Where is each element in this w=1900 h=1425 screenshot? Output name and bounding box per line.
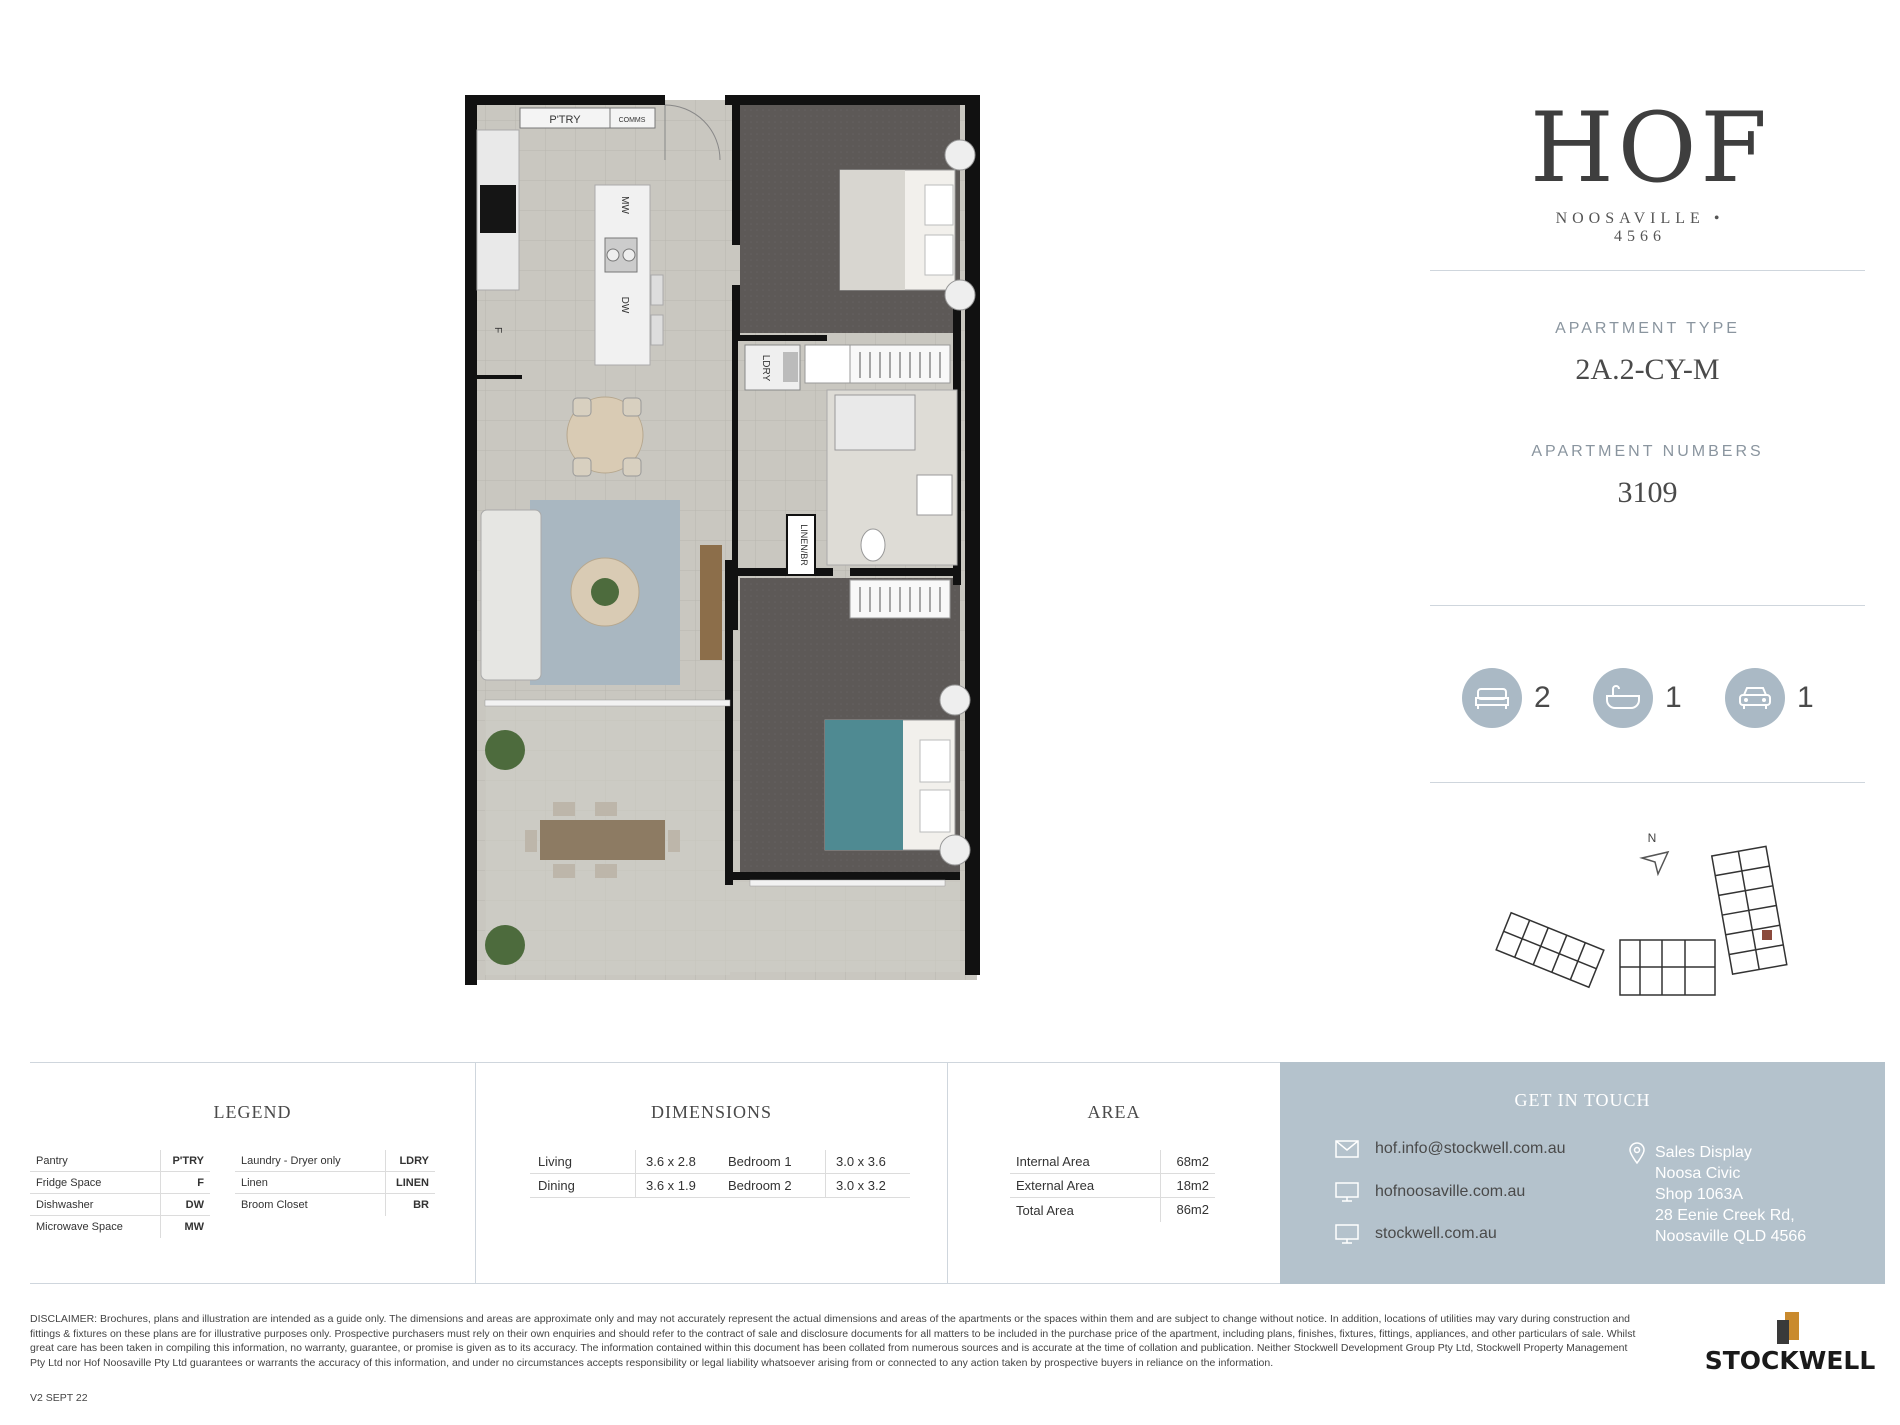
divider (1430, 782, 1865, 783)
legend-code: BR (385, 1194, 435, 1216)
area-table (1010, 1150, 1215, 1222)
dimensions-title: DIMENSIONS (650, 1102, 772, 1122)
website-link[interactable] (1335, 1182, 1525, 1202)
area-name: External Area (1016, 1178, 1095, 1193)
divider (1430, 270, 1865, 271)
area-value: 86m2 (1160, 1198, 1215, 1222)
legend-row (235, 1150, 435, 1172)
pantry-label: P'TRY (549, 114, 581, 126)
legend-name: Dishwasher (36, 1198, 94, 1211)
dimensions-left-table (530, 1150, 720, 1198)
legend-row (30, 1172, 210, 1194)
column-divider (947, 1062, 948, 1284)
stockwell-wordmark: STOCKWELL (1704, 1346, 1876, 1375)
laundry-label: LDRY (760, 354, 771, 382)
monitor-icon (1335, 1182, 1363, 1202)
legend-name: Laundry - Dryer only (241, 1154, 341, 1167)
bathrooms-count: 1 (1665, 681, 1682, 714)
bedrooms-count: 2 (1534, 681, 1551, 714)
legend-row (30, 1150, 210, 1172)
stockwell-website-text: stockwell.com.au (1375, 1225, 1497, 1242)
legend-name: Pantry (36, 1154, 68, 1167)
legend-row (30, 1216, 210, 1238)
email-link[interactable] (1335, 1140, 1566, 1158)
bedrooms-feature (1462, 668, 1551, 728)
disclaimer-text: DISCLAIMER: Brochures, plans and illustration are intended as a guide only. The dimensions and areas are approximate only and may not accurately represent the actual dimensions and areas of the apartments or the spaces within them and are subject to change without notice. In addition, locations of utilities may vary during construction and fittings & fixtures on these plans are for illustrative purposes only. Prospective purchasers must rely on their own enquiries and should refer to the contract of sale and disclosure documents for all matters to be included in the purchase price of the apartment, including plans, finishes, fixtures, fittings, appliances, and other particulars of sale. Whilst great care has been taken in compiling this information, no warranty, guarantee, or promise is given as to its accuracy. The information contained within this document has been collated from numerous sources and is accurate at the time of collation and publication. Neither Stockwell Development Group Pty Ltd, Stockwell Property Management Pty Ltd nor Hof Noosaville Pty Ltd guarantees or warrants the accuracy of this information, and under no circumstances accepts responsibility or legal liability whatsoever arising from or connected to any action taken by prospective buyers in reliance on the information. (30, 1313, 1636, 1369)
column-divider (475, 1062, 476, 1284)
divider (1430, 605, 1865, 606)
bathrooms-feature (1593, 668, 1682, 728)
legend-code: F (160, 1172, 210, 1194)
north-arrow-icon (1642, 852, 1668, 874)
bed-icon (1462, 668, 1522, 728)
monitor-icon (1335, 1224, 1363, 1244)
location-pin-icon (1628, 1142, 1646, 1169)
tv-unit (700, 545, 722, 660)
room-name: Dining (538, 1178, 575, 1193)
contact-title: GET IN TOUCH (1514, 1090, 1651, 1110)
mw-label: MW (619, 196, 630, 214)
legend-code: P'TRY (160, 1150, 210, 1172)
room-size: 3.6 x 2.8 (635, 1150, 720, 1174)
apartment-marker (1762, 930, 1772, 940)
legend-name: Broom Closet (241, 1199, 308, 1211)
area-value: 68m2 (1160, 1150, 1215, 1174)
room-size: 3.6 x 1.9 (635, 1174, 720, 1198)
dimension-row (720, 1150, 910, 1174)
fridge-label: F (492, 326, 503, 334)
floor-plan (455, 90, 990, 985)
room-size: 3.0 x 3.2 (825, 1174, 910, 1198)
sofa (481, 510, 541, 680)
address-line: 28 Eenie Creek Rd, (1655, 1207, 1795, 1224)
legend-code: LINEN (385, 1172, 435, 1194)
car-icon (1725, 668, 1785, 728)
apartment-type-value: 2A.2-CY-M (1575, 353, 1720, 386)
north-label: N (1647, 831, 1657, 845)
mail-icon (1335, 1140, 1363, 1158)
bath-icon (1593, 668, 1653, 728)
room-name: Bedroom 2 (728, 1178, 792, 1193)
dimension-row (720, 1174, 910, 1198)
apartment-numbers-value: 3109 (1617, 476, 1678, 509)
website-text: hofnoosaville.com.au (1375, 1183, 1526, 1200)
address-line: Noosaville QLD 4566 (1655, 1228, 1807, 1245)
legend-row (235, 1172, 435, 1194)
legend-name: Linen (241, 1176, 268, 1189)
legend-row (235, 1194, 435, 1216)
comms-label: COMMS (618, 117, 646, 124)
apartment-numbers-label: APARTMENT NUMBERS (1531, 443, 1764, 460)
legend-name: Microwave Space (36, 1221, 123, 1233)
logo-mark: HOF (1530, 92, 1772, 204)
dimensions-right-table (720, 1150, 910, 1198)
balcony-table (540, 820, 665, 860)
dimension-row (530, 1150, 720, 1174)
legend-code: LDRY (385, 1150, 435, 1172)
area-row (1010, 1174, 1215, 1198)
carparks-feature (1725, 668, 1814, 728)
site-plan (1490, 830, 1820, 1010)
room-name: Bedroom 1 (728, 1154, 792, 1169)
address-line: Noosa Civic (1655, 1165, 1741, 1182)
stockwell-logo (1695, 1312, 1885, 1375)
room-size: 3.0 x 3.6 (825, 1150, 910, 1174)
stockwell-mark-icon (1775, 1312, 1801, 1344)
apartment-type-label: APARTMENT TYPE (1555, 320, 1740, 337)
logo-location: NOOSAVILLE • 4566 (1555, 210, 1725, 245)
area-name: Internal Area (1016, 1154, 1090, 1169)
legend-right-table (235, 1150, 435, 1216)
cooktop (480, 185, 516, 233)
address-line: Shop 1063A (1655, 1186, 1744, 1203)
linen-label: LINEN/BR (799, 524, 809, 566)
area-name: Total Area (1016, 1202, 1074, 1218)
dw-label: DW (619, 296, 630, 314)
sales-address (1655, 1142, 1806, 1247)
version-label: V2 SEPT 22 (30, 1392, 88, 1404)
address-line: Sales Display (1655, 1144, 1752, 1161)
legend-code: MW (160, 1216, 210, 1238)
legend-name: Fridge Space (36, 1176, 102, 1189)
room-name: Living (538, 1154, 572, 1169)
area-value: 18m2 (1160, 1174, 1215, 1198)
dimension-row (530, 1174, 720, 1198)
carparks-count: 1 (1797, 681, 1814, 714)
legend-row (30, 1194, 210, 1216)
legend-code: DW (160, 1194, 210, 1216)
area-title: AREA (1087, 1102, 1141, 1122)
area-row (1010, 1198, 1215, 1222)
legend-left-table (30, 1150, 210, 1238)
stockwell-website-link[interactable] (1335, 1224, 1497, 1244)
hof-logo (1530, 92, 1772, 246)
legend-title: LEGEND (213, 1102, 292, 1122)
email-text: hof.info@stockwell.com.au (1375, 1140, 1566, 1157)
area-row (1010, 1150, 1215, 1174)
